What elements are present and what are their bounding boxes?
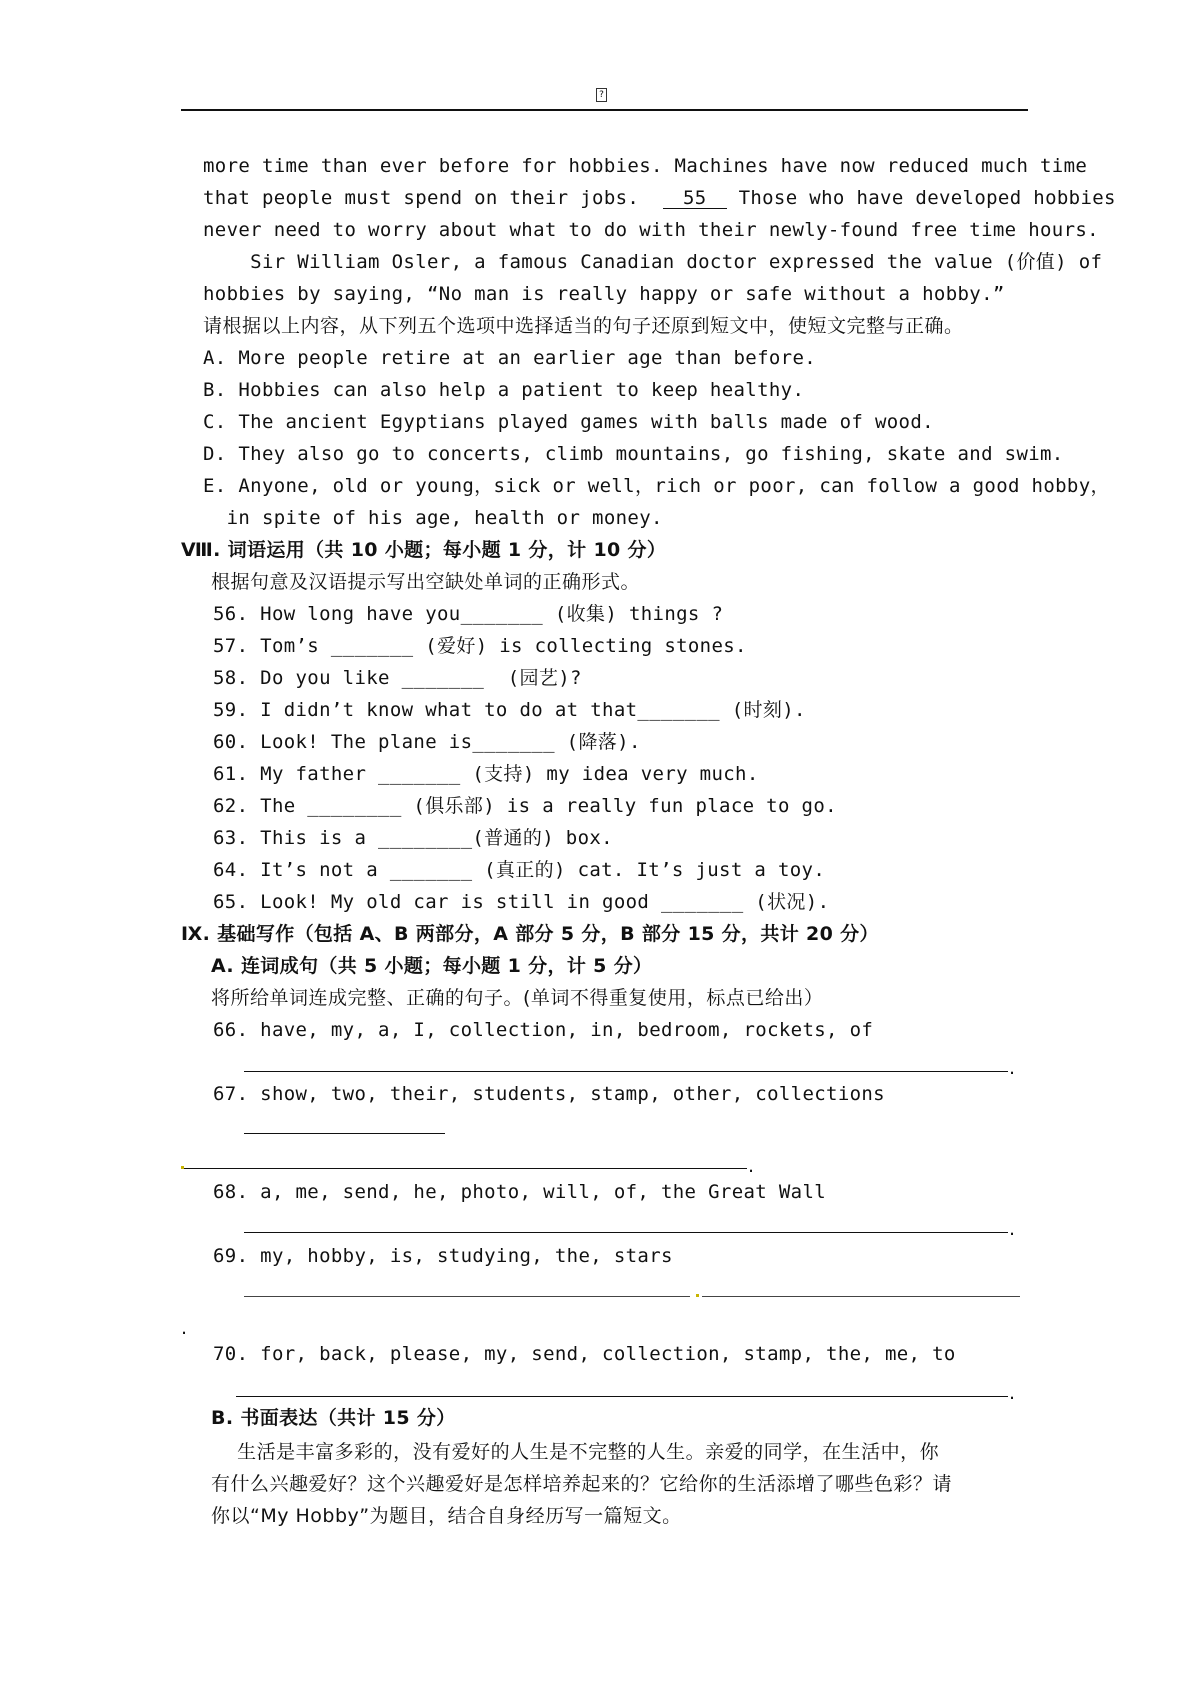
answer-line-67b	[184, 1168, 747, 1169]
passage-line-2-text: that people must spend on their jobs.	[203, 187, 640, 209]
header-mark: ?	[596, 88, 607, 102]
question-65: 65. Look! My old car is still in good _______ (状况).	[213, 891, 830, 913]
question-64: 64. It’s not a _______ (真正的) cat. It’s just a toy.	[213, 859, 826, 881]
period-69: .	[181, 1317, 188, 1339]
passage-line-2	[203, 186, 1116, 210]
passage-line-4: Sir William Osler, a famous Canadian doctor expressed the value (价值) of	[203, 251, 1103, 273]
marker-dot-2	[696, 1294, 699, 1297]
answer-line-69b	[702, 1296, 1020, 1297]
section8-title: Ⅷ. 词语运用（共 10 小题；每小题 1 分，计 10 分）	[181, 539, 667, 561]
answer-line-68	[244, 1232, 1008, 1233]
question-61: 61. My father _______ (支持) my idea very much.	[213, 763, 759, 785]
option-b: B. Hobbies can also help a patient to keep healthy.	[203, 379, 805, 401]
question-60: 60. Look! The plane is_______ (降落).	[213, 731, 641, 753]
period-70: .	[1009, 1382, 1016, 1404]
period-67: .	[748, 1155, 755, 1177]
option-a: A. More people retire at an earlier age than before.	[203, 347, 817, 369]
section9-part-a-instruction: 将所给单词连成完整、正确的句子。(单词不得重复使用，标点已给出）	[211, 987, 824, 1009]
period-68: .	[1009, 1218, 1016, 1240]
question-58: 58. Do you like _______ (园艺)?	[213, 667, 582, 689]
option-e: E. Anyone, old or young，sick or well，rich or poor, can follow a good hobby，	[203, 475, 1110, 497]
period-66: .	[1009, 1057, 1016, 1079]
section9-part-b-title: B. 书面表达（共计 15 分）	[211, 1407, 456, 1429]
question-66: 66. have, my, a, I, collection, in, bedroom, rockets, of	[213, 1019, 874, 1041]
passage-instruction: 请根据以上内容，从下列五个选项中选择适当的句子还原到短文中，使短文完整与正确。	[203, 315, 964, 337]
section9-part-a-title: A. 连词成句（共 5 小题；每小题 1 分，计 5 分）	[211, 955, 653, 977]
question-56: 56. How long have you_______ (收集) things ?	[213, 603, 724, 625]
question-70: 70. for, back, please, my, send, collection, stamp, the, me, to	[213, 1343, 956, 1365]
option-c: C. The ancient Egyptians played games with balls made of wood.	[203, 411, 934, 433]
writing-prompt-line-1: 生活是丰富多彩的，没有爱好的人生是不完整的人生。亲爱的同学，在生活中，你	[211, 1441, 940, 1463]
option-d: D. They also go to concerts, climb mountains, go fishing, skate and swim.	[203, 443, 1064, 465]
option-e-continued: in spite of his age, health or money.	[203, 507, 663, 529]
question-59: 59. I didn’t know what to do at that_______ (时刻).	[213, 699, 806, 721]
passage-line-1: more time than ever before for hobbies. Machines have now reduced much time	[203, 155, 1088, 177]
passage-line-3: never need to worry about what to do with their newly-found free time hours.	[203, 219, 1099, 241]
question-69: 69. my, hobby, is, studying, the, stars	[213, 1245, 673, 1267]
question-63: 63. This is a ________(普通的) box.	[213, 827, 613, 849]
blank-55: 55	[663, 188, 727, 209]
passage-line-2-tail: Those who have developed hobbies	[726, 187, 1116, 209]
answer-line-66	[244, 1071, 1008, 1072]
writing-prompt-line-3: 你以“My Hobby”为题目，结合自身经历写一篇短文。	[211, 1505, 682, 1527]
answer-line-70	[236, 1396, 1008, 1397]
header-rule	[181, 109, 1028, 111]
question-68: 68. a, me, send, he, photo, will, of, the Great Wall	[213, 1181, 827, 1203]
question-57: 57. Tom’s _______ (爱好) is collecting stones.	[213, 635, 747, 657]
writing-prompt-line-2: 有什么兴趣爱好？这个兴趣爱好是怎样培养起来的？它给你的生活添增了哪些色彩？请	[211, 1473, 953, 1495]
section9-title: Ⅸ. 基础写作（包括 A、B 两部分，A 部分 5 分，B 部分 15 分，共计 20 分）	[181, 923, 879, 945]
question-67: 67. show, two, their, students, stamp, other, collections	[213, 1083, 885, 1105]
answer-line-69a	[244, 1296, 690, 1297]
question-62: 62. The ________ (俱乐部) is a really fun place to go.	[213, 795, 837, 817]
passage-line-5: hobbies by saying, “No man is really happy or safe without a hobby.”	[203, 283, 1005, 305]
section8-instruction: 根据句意及汉语提示写出空缺处单词的正确形式。	[211, 571, 641, 593]
answer-line-67a	[244, 1133, 445, 1134]
